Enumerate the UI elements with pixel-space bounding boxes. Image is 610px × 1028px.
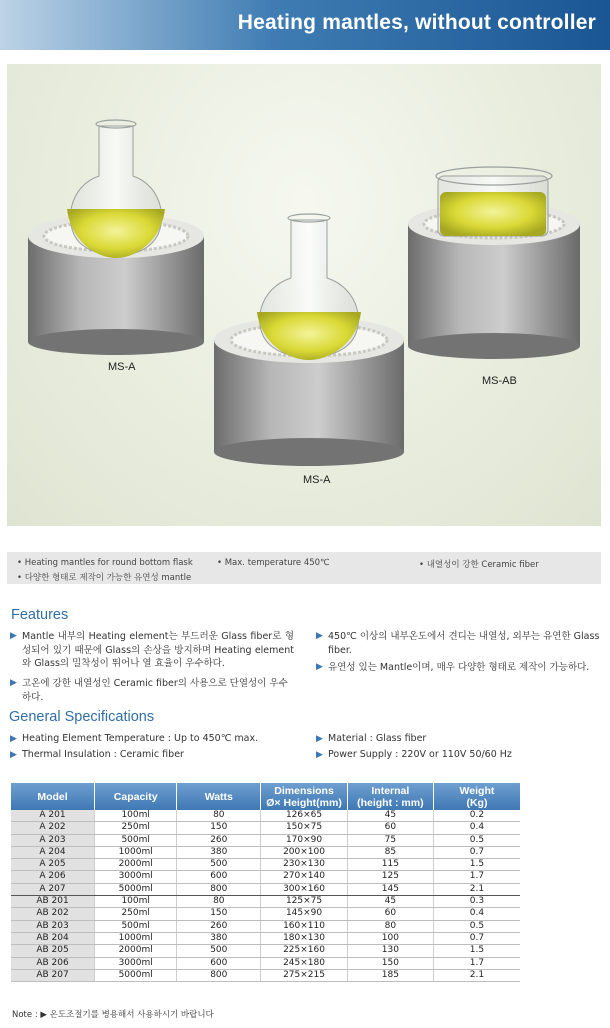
table-cell: 80	[177, 896, 261, 908]
table-cell: 245×180	[261, 957, 348, 969]
table-cell: 0.5	[433, 920, 520, 932]
table-cell: 145×90	[261, 908, 348, 920]
spec-item: ▶ Material : Glass fiber	[316, 733, 427, 744]
table-cell: 0.4	[433, 822, 520, 834]
column-header: Model	[11, 783, 95, 810]
table-cell: A 207	[11, 883, 95, 895]
table-cell: 3000ml	[95, 957, 177, 969]
feature-item: ▶ 유연성 있는 Mantle이며, 매우 다양한 형태로 제작이 가능하다.	[316, 662, 590, 673]
table-cell: 150	[347, 957, 433, 969]
table-cell: 60	[347, 908, 433, 920]
spec-item: ▶ Power Supply : 220V or 110V 50/60 Hz	[316, 749, 512, 760]
features-heading: Features	[11, 607, 69, 623]
table-cell: 45	[347, 810, 433, 822]
table-cell: 500ml	[95, 834, 177, 846]
table-cell: 500	[177, 945, 261, 957]
table-cell: A 202	[11, 822, 95, 834]
table-row	[11, 834, 520, 846]
summary-item: • 내열성이 강한 Ceramic fiber	[419, 560, 539, 570]
table-cell: 1.5	[433, 859, 520, 871]
feature-item: ▶ Mantle 내부의 Heating element는 부드러운 Glass fiber로 형성되어 있기 때문에 Glass의 손상을 방지하며 Heating element와 Glass의 밀착성이 뛰어나 열 효율이 우수하다.	[10, 631, 294, 669]
table-cell: 250ml	[95, 822, 177, 834]
table-cell: AB 201	[11, 896, 95, 908]
heating-mantles-illustration	[7, 64, 601, 526]
table-cell: 260	[177, 834, 261, 846]
table-cell: 100ml	[95, 896, 177, 908]
table-cell: AB 203	[11, 920, 95, 932]
table-cell: 0.3	[433, 896, 520, 908]
table-cell: 2.1	[433, 969, 520, 981]
table-cell: 150×75	[261, 822, 348, 834]
table-row	[11, 871, 520, 883]
label-ms-ab-right: MS-AB	[482, 375, 517, 387]
bullet-arrow-icon: ▶	[10, 631, 17, 641]
table-cell: 260	[177, 920, 261, 932]
column-header: Watts	[177, 783, 261, 810]
table-cell: 300×160	[261, 883, 348, 895]
table-cell: 600	[177, 871, 261, 883]
table-cell: 275×215	[261, 969, 348, 981]
table-cell: 1.7	[433, 957, 520, 969]
table-cell: 180×130	[261, 932, 348, 944]
table-cell: 270×140	[261, 871, 348, 883]
table-cell: 130	[347, 945, 433, 957]
table-cell: 1.5	[433, 945, 520, 957]
column-header: Capacity	[95, 783, 177, 810]
table-cell: 126×65	[261, 810, 348, 822]
table-row	[11, 932, 520, 944]
table-row	[11, 908, 520, 920]
table-row	[11, 957, 520, 969]
table-cell: 100ml	[95, 810, 177, 822]
summary-item: • 다양한 형태로 제작이 가능한 유연성 mantle	[17, 573, 192, 583]
table-cell: 125×75	[261, 896, 348, 908]
table-cell: 150	[177, 822, 261, 834]
bullet-arrow-icon: ▶	[10, 750, 17, 760]
table-row	[11, 945, 520, 957]
table-cell: 5000ml	[95, 969, 177, 981]
table-cell: A 204	[11, 846, 95, 858]
table-cell: 3000ml	[95, 871, 177, 883]
bullet-arrow-icon: ▶	[316, 734, 323, 744]
product-photo	[7, 64, 601, 526]
spec-item: ▶ Heating Element Temperature : Up to 450℃ max.	[10, 733, 259, 744]
table-cell: 100	[347, 932, 433, 944]
table-cell: A 203	[11, 834, 95, 846]
table-cell: 75	[347, 834, 433, 846]
table-cell: 125	[347, 871, 433, 883]
bullet-arrow-icon: ▶	[316, 750, 323, 760]
title-banner	[0, 0, 610, 50]
column-header: Weight (Kg)	[433, 783, 520, 810]
table-row	[11, 920, 520, 932]
table-cell: 800	[177, 969, 261, 981]
table-cell: 1000ml	[95, 932, 177, 944]
table-row	[11, 846, 520, 858]
table-body	[11, 810, 520, 982]
table-cell: 80	[347, 920, 433, 932]
table-cell: 145	[347, 883, 433, 895]
table-cell: 600	[177, 957, 261, 969]
feature-item: ▶ 고온에 강한 내열성인 Ceramic fiber의 사용으로 단열성이 우수하다.	[10, 678, 288, 703]
label-ms-a-left: MS-A	[108, 361, 136, 373]
table-cell: 500	[177, 859, 261, 871]
table-cell: 170×90	[261, 834, 348, 846]
column-header: Dimensions Ø× Height(mm)	[261, 783, 348, 810]
table-cell: 380	[177, 932, 261, 944]
table-row	[11, 810, 520, 822]
table-cell: AB 204	[11, 932, 95, 944]
table-cell: 800	[177, 883, 261, 895]
table-cell: 160×110	[261, 920, 348, 932]
table-row	[11, 969, 520, 981]
table-header-row	[11, 783, 520, 810]
table-cell: 185	[347, 969, 433, 981]
summary-item: • Max. temperature 450℃	[217, 558, 330, 568]
table-cell: 0.4	[433, 908, 520, 920]
table-cell: AB 207	[11, 969, 95, 981]
summary-item: • Heating mantles for round bottom flask	[17, 558, 193, 568]
table-cell: 225×160	[261, 945, 348, 957]
table-cell: 2000ml	[95, 945, 177, 957]
table-cell: 200×100	[261, 846, 348, 858]
column-header: Internal (height : mm)	[347, 783, 433, 810]
table-cell: A 206	[11, 871, 95, 883]
table-cell: 85	[347, 846, 433, 858]
mantle-ms-a-left	[28, 120, 204, 355]
bullet-arrow-icon: ▶	[316, 662, 323, 672]
table-row	[11, 896, 520, 908]
table-cell: 2.1	[433, 883, 520, 895]
mantle-ms-a-center	[214, 214, 404, 466]
table-cell: 1.7	[433, 871, 520, 883]
table-cell: 500ml	[95, 920, 177, 932]
table-row	[11, 822, 520, 834]
table-cell: 115	[347, 859, 433, 871]
table-cell: 0.7	[433, 932, 520, 944]
table-cell: 60	[347, 822, 433, 834]
table-cell: A 205	[11, 859, 95, 871]
label-ms-a-center: MS-A	[303, 474, 331, 486]
table-cell: 1000ml	[95, 846, 177, 858]
table-cell: 150	[177, 908, 261, 920]
table-cell: AB 206	[11, 957, 95, 969]
table-cell: 45	[347, 896, 433, 908]
table-cell: AB 205	[11, 945, 95, 957]
mantle-ms-ab-right	[408, 167, 580, 359]
spec-item: ▶ Thermal Insulation : Ceramic fiber	[10, 749, 184, 760]
table-cell: 5000ml	[95, 883, 177, 895]
page-title: Heating mantles, without controller	[237, 11, 596, 34]
summary-band	[7, 552, 601, 584]
table-cell: 380	[177, 846, 261, 858]
table-cell: 0.2	[433, 810, 520, 822]
bullet-arrow-icon: ▶	[316, 631, 323, 641]
table-row	[11, 883, 520, 895]
table-cell: 230×130	[261, 859, 348, 871]
specs-heading: General Specifications	[9, 709, 155, 725]
table-cell: 0.5	[433, 834, 520, 846]
table-row	[11, 859, 520, 871]
table-cell: 80	[177, 810, 261, 822]
bullet-arrow-icon: ▶	[10, 678, 17, 688]
table-cell: 0.7	[433, 846, 520, 858]
table-cell: A 201	[11, 810, 95, 822]
bullet-arrow-icon: ▶	[10, 734, 17, 744]
specifications-table	[11, 783, 520, 982]
table-cell: 250ml	[95, 908, 177, 920]
table-cell: AB 202	[11, 908, 95, 920]
footnote: Note : ▶ 온도조절기를 병용해서 사용하시기 바랍니다	[12, 1010, 214, 1020]
feature-item: ▶ 450℃ 이상의 내부온도에서 견디는 내열성, 외부는 유연한 Glass fiber.	[316, 631, 600, 656]
table-cell: 2000ml	[95, 859, 177, 871]
